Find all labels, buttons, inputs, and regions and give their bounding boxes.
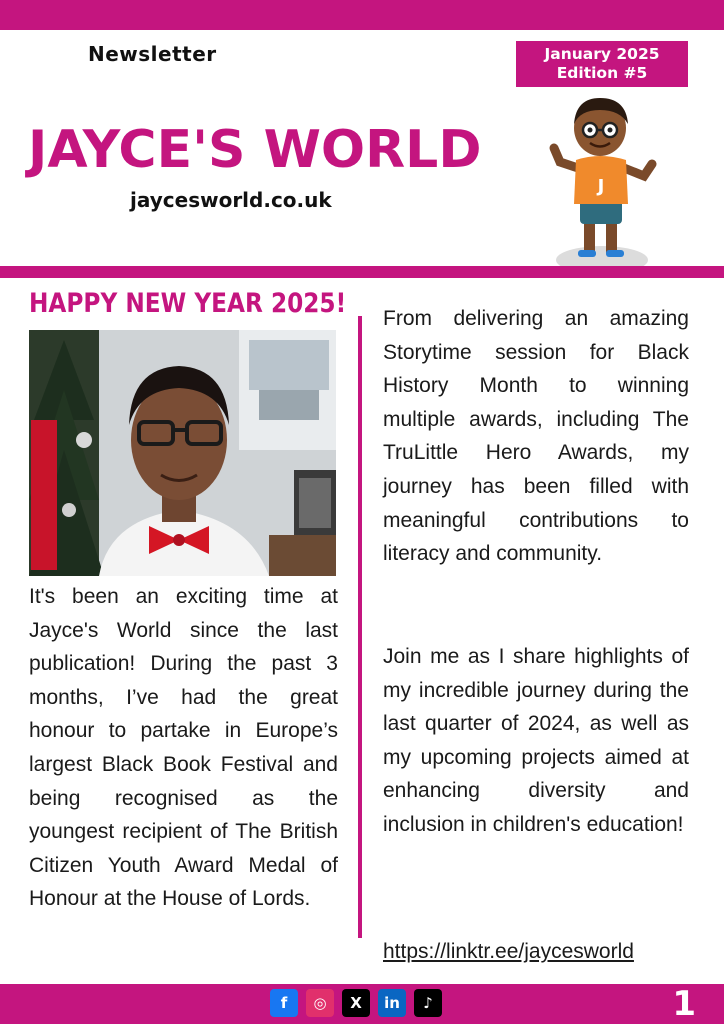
column-divider [358, 316, 362, 938]
tiktok-icon[interactable]: ♪ [414, 989, 442, 1017]
instagram-icon[interactable]: ◎ [306, 989, 334, 1017]
photo-boy-christmas [29, 330, 336, 576]
page-number: 1 [672, 984, 696, 1024]
website-url: jaycesworld.co.uk [130, 188, 332, 212]
article-paragraph-left: It's been an exciting time at Jayce's World since the last publication! During the past 3 months, I’ve had the great honour to partake in Europe’s largest Black Book Festival and being recognised as the youngest recipient of The British Citizen Youth Award Medal of Honour at the House of Lords. [29, 585, 338, 911]
article-paragraph-right-1: From delivering an amazing Storytime session for Black History Month to winning multiple awards, including The TruLittle Hero Awards, my journey has been filled with meaningful contributions to literacy and community. [383, 307, 689, 566]
mascot-shirt-letter: J [597, 176, 605, 197]
top-band [0, 0, 724, 30]
edition-date: January 2025 [544, 45, 660, 63]
newsletter-label: Newsletter [88, 42, 217, 66]
edition-badge [516, 41, 688, 87]
facebook-icon[interactable]: f [270, 989, 298, 1017]
mascot-illustration [540, 88, 670, 268]
social-icons [270, 989, 442, 1017]
edition-number: Edition #5 [556, 64, 648, 82]
newsletter-title: JAYCE'S WORLD [28, 120, 482, 180]
x-icon[interactable]: X [342, 989, 370, 1017]
middle-band [0, 266, 724, 278]
article-headline: HAPPY NEW YEAR 2025! [29, 288, 347, 319]
article-paragraph-right-2: Join me as I share highlights of my incredible journey during the last quarter of 2024, as well as my upcoming projects aimed at enhancing diversity and inclusion in children's education! [383, 645, 689, 836]
linktree-link[interactable]: https://linktr.ee/jaycesworld [383, 940, 634, 963]
linkedin-icon[interactable]: in [378, 989, 406, 1017]
